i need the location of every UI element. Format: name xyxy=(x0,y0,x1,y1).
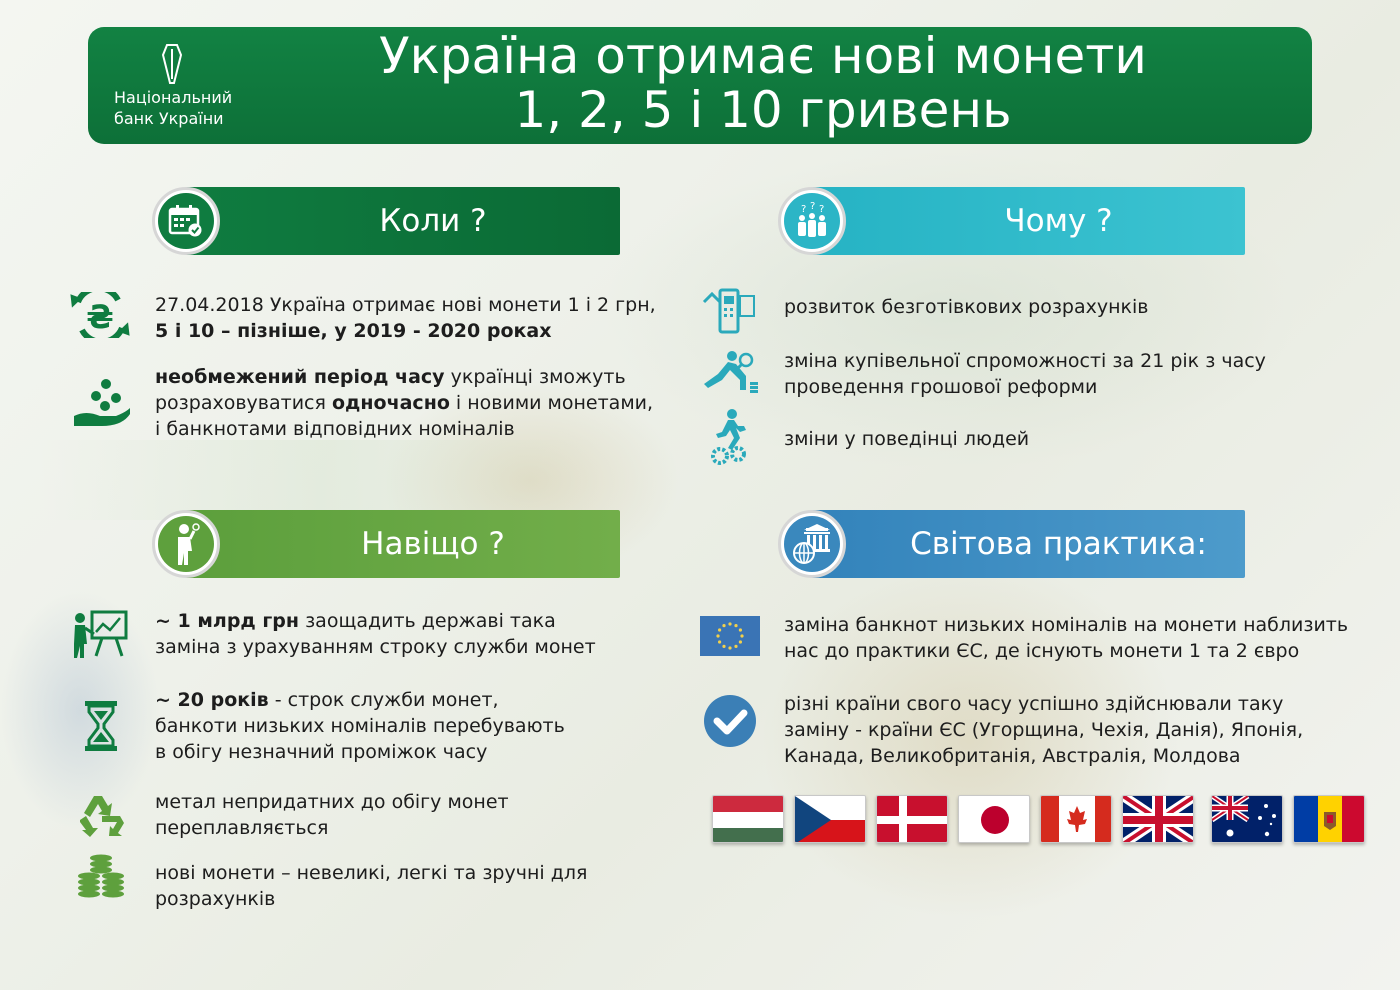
why-item-purchasing-line-2: проведення грошової реформи xyxy=(784,376,1098,398)
section-why-title: Чому ? xyxy=(1004,203,1113,239)
svg-text:₴: ₴ xyxy=(86,298,114,336)
section-world-badge xyxy=(778,510,846,578)
what-for-item-metal xyxy=(155,789,715,841)
header-banner xyxy=(88,27,1312,144)
uk-flag xyxy=(1122,795,1194,843)
section-why-badge xyxy=(778,187,846,255)
what-for-item-lifespan-text-1: - строк служби монет, xyxy=(268,689,499,711)
section-when-title: Коли ? xyxy=(379,203,487,239)
when-item-period-text-1: українці зможуть xyxy=(444,366,626,388)
thinking-person-icon xyxy=(170,521,202,567)
cashless-terminal-icon xyxy=(702,282,758,334)
section-world-header xyxy=(812,510,1245,578)
denmark-flag xyxy=(876,795,948,843)
logo-line-2: банк України xyxy=(114,109,224,128)
japan-flag xyxy=(958,795,1030,843)
section-when-header xyxy=(186,187,620,255)
world-item-countries-line-3: Канада, Великобританія, Австралія, Молдова xyxy=(784,745,1241,767)
logo-line-1: Національний xyxy=(114,88,233,107)
hungary-flag xyxy=(712,795,784,843)
person-gears-icon xyxy=(708,408,754,466)
section-what-for-header xyxy=(186,510,620,578)
when-item-period-text-2b: і новими монетами, xyxy=(449,392,654,414)
section-what-for-badge xyxy=(152,510,220,578)
why-item-cashless xyxy=(784,294,1344,320)
hourglass-icon xyxy=(84,700,118,752)
why-item-purchasing-line-1: зміна купівельної спроможності за 21 рік з часу xyxy=(784,350,1266,372)
calendar-icon xyxy=(168,204,204,238)
what-for-item-savings-text-1: заощадить державі така xyxy=(299,610,556,632)
what-for-item-metal-line-2: переплавляється xyxy=(155,817,329,839)
hand-coins-icon xyxy=(72,376,132,430)
canada-flag xyxy=(1040,795,1112,843)
nbu-logo-text xyxy=(114,87,274,129)
when-item-period-line-1 xyxy=(155,364,695,390)
what-for-item-lifespan-line-2: банкоти низьких номіналів перебувають xyxy=(155,715,565,737)
why-item-behavior xyxy=(784,426,1344,452)
section-why-header xyxy=(812,187,1245,255)
what-for-item-lifespan-line-1 xyxy=(155,687,715,713)
section-when-badge xyxy=(152,187,220,255)
when-item-period-bold-1: необмежений період часу xyxy=(155,366,445,388)
world-item-eu-line-1: заміна банкнот низьких номіналів на монети наблизить xyxy=(784,614,1349,636)
why-item-cashless-line-1: розвиток безготівкових розрахунків xyxy=(784,296,1149,318)
australia-flag xyxy=(1211,795,1283,843)
svg-text:?: ? xyxy=(810,201,816,212)
what-for-item-convenience-line-2: розрахунків xyxy=(155,888,276,910)
when-item-date-line-1: 27.04.2018 Україна отримає нові монети 1 і 2 грн, xyxy=(155,294,656,316)
what-for-item-savings-line-1 xyxy=(155,608,715,634)
czech-flag xyxy=(794,795,866,843)
hryvnia-exchange-icon xyxy=(66,292,134,338)
world-item-countries-line-2: заміну - країни ЄС (Угорщина, Чехія, Данія), Японія, xyxy=(784,719,1304,741)
section-what-for-title: Навіщо ? xyxy=(361,526,505,562)
when-item-period-text-2: розраховуватися xyxy=(155,392,332,414)
why-item-purchasing xyxy=(784,348,1344,400)
svg-text:?: ? xyxy=(819,204,825,215)
title-line-2: 1, 2, 5 і 10 гривень xyxy=(514,81,1012,139)
world-item-eu xyxy=(784,612,1384,664)
checkmark-icon xyxy=(703,694,757,748)
section-world-title: Світова практика: xyxy=(910,526,1207,562)
what-for-item-convenience-line-1: нові монети – невеликі, легкі та зручні для xyxy=(155,862,588,884)
what-for-item-lifespan-line-3: в обігу незначний проміжок часу xyxy=(155,741,488,763)
people-questions-icon xyxy=(792,201,832,241)
when-item-period-bold-2: одночасно xyxy=(331,392,450,414)
what-for-item-savings xyxy=(155,608,715,660)
bank-globe-icon xyxy=(792,524,832,564)
world-item-countries xyxy=(784,691,1384,769)
when-item-period-line-3: і банкнотами відповідних номіналів xyxy=(155,418,515,440)
world-item-countries-line-1: різні країни свого часу успішно здійснювали таку xyxy=(784,693,1284,715)
nbu-logo-icon xyxy=(160,43,184,85)
page-title xyxy=(288,27,1238,144)
person-searching-coins-icon xyxy=(700,348,762,394)
what-for-item-savings-bold: ~ 1 млрд грн xyxy=(155,610,300,632)
why-item-behavior-line-1: зміни у поведінці людей xyxy=(784,428,1030,450)
what-for-item-convenience xyxy=(155,860,715,912)
moldova-flag xyxy=(1293,795,1365,843)
what-for-item-metal-line-1: метал непридатних до обігу монет xyxy=(155,791,509,813)
when-item-date xyxy=(155,292,685,344)
coin-stacks-icon xyxy=(76,854,126,898)
world-item-eu-line-2: нас до практики ЄС, де існують монети 1 та 2 євро xyxy=(784,640,1300,662)
when-item-period xyxy=(155,364,695,442)
title-line-1: Україна отримає нові монети xyxy=(379,27,1147,85)
when-item-period-line-2 xyxy=(155,390,695,416)
presentation-icon xyxy=(72,608,130,660)
what-for-item-lifespan xyxy=(155,687,715,765)
background-stripe xyxy=(40,440,600,520)
what-for-item-lifespan-bold: ~ 20 років xyxy=(155,689,269,711)
when-item-date-line-2: 5 і 10 – пізніше, у 2019 - 2020 роках xyxy=(155,320,552,342)
svg-text:?: ? xyxy=(801,204,807,215)
what-for-item-savings-line-2: заміна з урахуванням строку служби монет xyxy=(155,636,596,658)
recycle-icon xyxy=(76,790,126,838)
eu-flag-icon xyxy=(700,616,760,656)
